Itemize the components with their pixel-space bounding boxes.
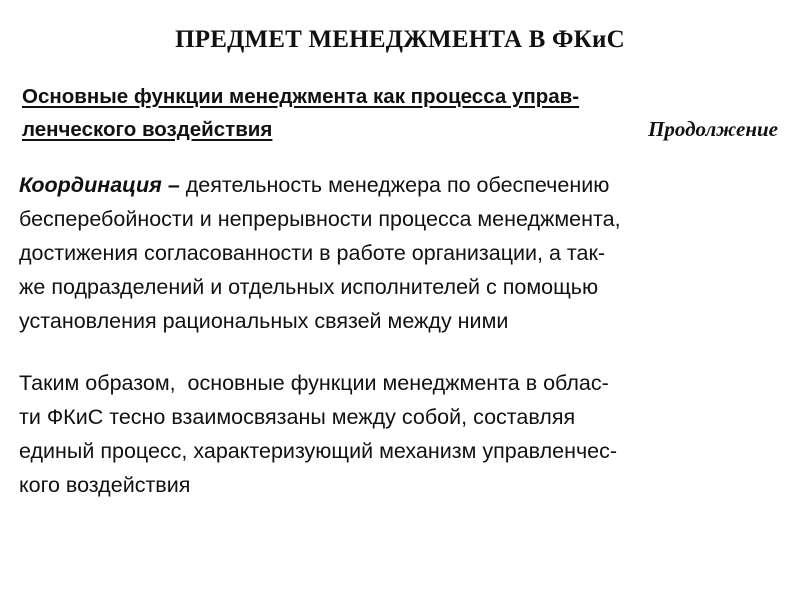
paragraph-line: же подразделений и отдельных исполнителей с помощью [19, 275, 599, 299]
conclusion-paragraph [19, 366, 800, 502]
slide-subtitle [22, 80, 792, 146]
paragraph-line [19, 168, 800, 202]
paragraph-line: установления рациональных связей между ними [19, 309, 509, 333]
paragraph-line: достижения согласованности в работе организации, а так- [19, 241, 606, 265]
paragraph-line-text: деятельность менеджера по обеспечению [179, 173, 610, 197]
subtitle-line-1: Основные функции менеджмента как процесса управ- [22, 85, 580, 108]
paragraph-line: бесперебойности и непрерывности процесса менеджмента, [19, 207, 621, 231]
paragraph-line: единый процесс, характеризующий механизм управленчес- [19, 439, 618, 463]
continuation-label: Продолжение [648, 117, 778, 141]
subtitle-line-2: ленческого воздействия [22, 118, 273, 141]
paragraph-line: кого воздействия [19, 473, 191, 497]
paragraph-line: Таким образом, основные функции менеджмента в облас- [19, 371, 609, 395]
coordination-term: Координация – [19, 173, 180, 197]
slide-title: ПРЕДМЕТ МЕНЕДЖМЕНТА В ФКиС [175, 26, 625, 53]
paragraph-line: ти ФКиС тесно взаимосвязаны между собой, составляя [19, 405, 576, 429]
coordination-paragraph [19, 168, 800, 338]
